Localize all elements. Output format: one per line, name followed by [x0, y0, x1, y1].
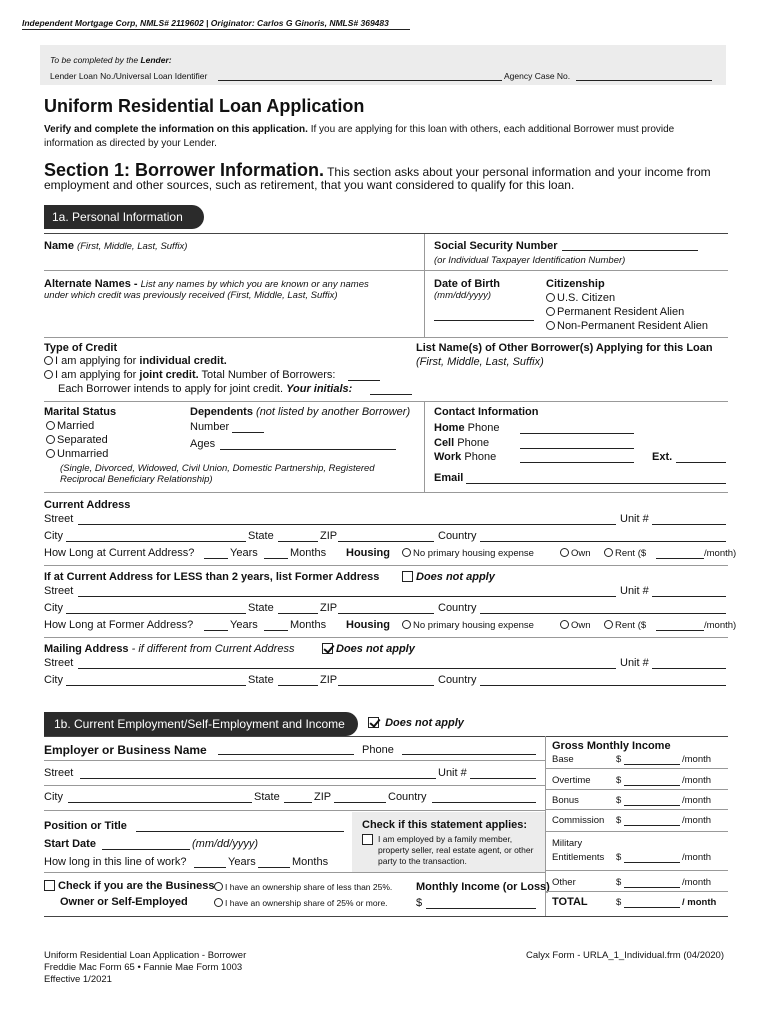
rule-ssn [424, 270, 728, 271]
ext-field[interactable] [676, 462, 726, 463]
citizenship-label: Citizenship [546, 278, 605, 290]
for-city-field[interactable] [66, 613, 246, 614]
other-per-month: /month [682, 877, 712, 888]
mail-zip-label: ZIP [320, 674, 338, 686]
marital-hint1: (Single, Divorced, Widowed, Civil Union, Domestic Partnership, Registered [60, 463, 375, 474]
for-no-primary[interactable] [402, 620, 534, 631]
citizenship-us-label: U.S. Citizen [557, 292, 616, 304]
ownership-less[interactable] [214, 882, 392, 892]
lender-box-label-bold: Lender: [140, 55, 172, 65]
for-country-field[interactable] [480, 613, 726, 614]
cur-state-label: State [248, 530, 274, 542]
cur-no-primary[interactable] [402, 548, 534, 559]
cur-city-field[interactable] [66, 541, 246, 542]
marital-label: Marital Status [44, 406, 117, 418]
for-unit-field[interactable] [652, 596, 726, 597]
footer-right: Calyx Form - URLA_1_Individual.frm (04/2020) [526, 950, 724, 961]
low-months-field[interactable] [258, 867, 290, 868]
credit-joint-bold: joint credit. [139, 369, 199, 381]
marital-separated-label: Separated [57, 434, 108, 446]
employer-field[interactable] [218, 754, 354, 755]
start-date-text: Start Date [44, 838, 96, 850]
base-dollar: $ [616, 754, 622, 765]
emp-country-label: Country [388, 791, 427, 803]
low-years-field[interactable] [194, 867, 226, 868]
former-dna-label: Does not apply [416, 571, 495, 583]
cur-rent[interactable] [604, 548, 646, 559]
overtime-field[interactable] [624, 785, 680, 786]
emp-city-label: City [44, 791, 63, 803]
rule-base [545, 768, 728, 769]
former-label: If at Current Address for LESS than 2 years, list Former Address [44, 571, 380, 583]
credit-individual[interactable] [44, 355, 227, 367]
footer-line2: Freddie Mac Form 65 • Fannie Mae Form 1003 [44, 962, 243, 973]
marital-separated[interactable] [46, 434, 108, 446]
ext-label: Ext. [652, 451, 673, 463]
ssn-label: Social Security Number [434, 240, 558, 252]
checkbox-checked-icon[interactable] [322, 643, 333, 654]
checkbox-icon[interactable] [362, 834, 373, 845]
gross-income-label: Gross Monthly Income [552, 740, 671, 752]
radio-icon[interactable] [546, 307, 555, 316]
for-rent[interactable] [604, 620, 646, 631]
rule-alt [44, 337, 728, 338]
mail-street-label: Street [44, 657, 74, 669]
work-phone-word: Phone [464, 451, 497, 463]
military-dollar: $ [616, 852, 622, 863]
dep-ages-field[interactable] [220, 449, 396, 450]
cur-years-label: Years [230, 547, 258, 559]
rule-other [545, 891, 728, 892]
dob-field[interactable] [434, 320, 534, 321]
mail-state-field[interactable] [278, 685, 318, 686]
checkbox-icon[interactable] [402, 571, 413, 582]
agency-case-no-field[interactable] [576, 80, 712, 81]
start-date-hint: (mm/dd/yyyy) [192, 838, 258, 850]
cur-years-field[interactable] [204, 558, 228, 559]
total-field[interactable] [624, 907, 680, 908]
checkbox-checked-icon[interactable] [368, 717, 379, 728]
emp-city-field[interactable] [68, 802, 252, 803]
total-dollar: $ [616, 897, 622, 908]
cur-own[interactable] [560, 548, 591, 559]
citizenship-permanent-label: Permanent Resident Alien [557, 306, 685, 318]
emp-zip-label: ZIP [314, 791, 332, 803]
credit-individual-pre: I am applying for [55, 355, 137, 367]
mailing-hint: - if different from Current Address [131, 643, 295, 655]
business-owner-checkbox[interactable] [44, 880, 215, 892]
rule-1a [44, 233, 728, 234]
military-field[interactable] [624, 862, 680, 863]
borrowers-count-field[interactable] [348, 380, 380, 381]
credit-individual-bold: individual credit. [139, 355, 227, 367]
ownership-more-label: I have an ownership share of 25% or more. [225, 898, 388, 908]
radio-icon[interactable] [560, 548, 569, 557]
credit-joint[interactable] [44, 369, 335, 381]
base-per-month: /month [682, 754, 712, 765]
lender-loan-no-label: Lender Loan No./Universal Loan Identifier [50, 71, 208, 81]
agency-case-no-label: Agency Case No. [504, 71, 571, 81]
radio-icon[interactable] [604, 548, 613, 557]
radio-icon[interactable] [44, 370, 53, 379]
rule-current [44, 565, 728, 566]
cur-unit-field[interactable] [652, 524, 726, 525]
start-date-label [44, 838, 96, 850]
radio-icon[interactable] [44, 356, 53, 365]
business-label1: Check if you are the Business [58, 880, 215, 892]
mail-unit-label: Unit # [620, 657, 649, 669]
footer-line1: Uniform Residential Loan Application - Borrower [44, 950, 247, 961]
section-title: Section 1: Borrower Information. [44, 160, 325, 180]
for-howlong-label: How Long at Former Address? [44, 619, 194, 631]
mailing-label-text: Mailing Address [44, 643, 129, 655]
cur-state-field[interactable] [278, 541, 318, 542]
tab-1b: 1b. Current Employment/Self-Employment and Income [44, 712, 358, 736]
marital-unmarried-label: Unmarried [57, 448, 109, 460]
rule-emp-city [44, 810, 545, 811]
home-phone-field[interactable] [520, 433, 634, 434]
emp-phone-field[interactable] [402, 754, 536, 755]
position-field[interactable] [136, 831, 344, 832]
monthly-income-dollar: $ [416, 897, 423, 909]
for-no-primary-label: No primary housing expense [413, 620, 534, 631]
ssn-hint: (or Individual Taxpayer Identification Number) [434, 255, 626, 266]
total-per-month: / month [682, 897, 717, 908]
radio-icon[interactable] [46, 449, 55, 458]
cell-phone-field[interactable] [520, 448, 634, 449]
income-commission-label: Commission [552, 815, 605, 826]
name-hint: (First, Middle, Last, Suffix) [77, 241, 188, 252]
section-desc1: This section asks about your personal information and your income from [327, 165, 711, 179]
radio-icon[interactable] [46, 435, 55, 444]
marital-married[interactable] [46, 420, 94, 432]
other-dollar: $ [616, 877, 622, 888]
rule-former [44, 637, 728, 638]
overtime-dollar: $ [616, 775, 622, 786]
credit-joint-pre: I am applying for [55, 369, 137, 381]
intro-rest: If you are applying for this loan with others, each additional Borrower must provide [310, 124, 675, 135]
former-does-not-apply[interactable] [402, 571, 495, 583]
mail-city-label: City [44, 674, 63, 686]
for-rent-field[interactable] [656, 630, 704, 631]
mail-city-field[interactable] [66, 685, 246, 686]
rule-bonus [545, 809, 728, 810]
base-field[interactable] [624, 764, 680, 765]
monthly-income-label: Monthly Income (or Loss) [416, 881, 550, 893]
for-zip-label: ZIP [320, 602, 338, 614]
radio-icon[interactable] [604, 620, 613, 629]
initials-label: Your initials: [286, 383, 353, 395]
check-text2: property seller, real estate agent, or other [378, 845, 534, 855]
cur-rent-label: Rent ($ [615, 548, 647, 559]
1b-does-not-apply[interactable] [368, 717, 464, 729]
marital-married-label: Married [57, 420, 95, 432]
bonus-field[interactable] [624, 805, 680, 806]
for-street-label: Street [44, 585, 74, 597]
cur-months-label: Months [290, 547, 327, 559]
income-base-label: Base [552, 754, 574, 765]
rule-1b [44, 736, 728, 737]
mailing-label [44, 643, 294, 655]
for-street-field[interactable] [78, 596, 616, 597]
credit-joint-line3 [58, 383, 352, 395]
emp-state-label: State [254, 791, 280, 803]
work-phone-bold: Work [434, 451, 462, 463]
rule-commission [545, 831, 728, 832]
type-credit-label: Type of Credit [44, 342, 118, 354]
radio-icon[interactable] [402, 620, 411, 629]
dep-ages-label: Ages [190, 438, 216, 450]
mail-country-field[interactable] [480, 685, 726, 686]
cur-zip-label: ZIP [320, 530, 338, 542]
mailing-dna-label: Does not apply [336, 643, 415, 655]
for-city-label: City [44, 602, 63, 614]
name-label-text: Name [44, 240, 74, 252]
cell-phone-word: Phone [457, 437, 490, 449]
email-label: Email [434, 472, 464, 484]
intro-line1 [44, 124, 674, 135]
alt-names-hint1: List any names by which you are known or any names [140, 279, 369, 290]
credit-joint-line3-text: Each Borrower intends to apply for joint credit. [58, 383, 284, 395]
radio-icon[interactable] [560, 620, 569, 629]
radio-icon[interactable] [546, 293, 555, 302]
radio-icon[interactable] [46, 421, 55, 430]
check-text3: party to the transaction. [378, 856, 467, 866]
emp-zip-field[interactable] [334, 802, 386, 803]
cur-unit-label: Unit # [620, 513, 649, 525]
check-statement-label: Check if this statement applies: [362, 819, 528, 831]
rule-position [44, 872, 545, 873]
home-phone-bold: Home [434, 422, 465, 434]
for-country-label: Country [438, 602, 477, 614]
emp-unit-field[interactable] [470, 778, 536, 779]
1b-dna-label: Does not apply [385, 717, 464, 729]
cur-rent-field[interactable] [656, 558, 704, 559]
for-per-month: /month) [704, 620, 737, 631]
marital-hint2: Reciprocal Beneficiary Relationship) [60, 474, 213, 485]
contact-label: Contact Information [434, 406, 539, 418]
home-phone-label [434, 422, 499, 434]
mail-zip-field[interactable] [338, 685, 434, 686]
cur-street-field[interactable] [78, 524, 616, 525]
overtime-per-month: /month [682, 775, 712, 786]
initials-field[interactable] [370, 394, 412, 395]
dep-number-field[interactable] [232, 432, 264, 433]
alt-names-hint2: under which credit was previously received (First, Middle, Last, Suffix) [44, 290, 338, 301]
header-underline [22, 29, 410, 30]
check-text1: I am employed by a family member, [378, 834, 513, 844]
dependents-label-text: Dependents [190, 406, 253, 418]
rule-emp-street [44, 785, 545, 786]
income-military-label: Military [552, 838, 583, 849]
check-statement-box [352, 812, 545, 872]
cell-phone-bold: Cell [434, 437, 455, 449]
mail-street-field[interactable] [78, 668, 616, 669]
low-months-label: Months [292, 856, 329, 868]
cur-howlong-label: How Long at Current Address? [44, 547, 195, 559]
cur-housing-label: Housing [346, 547, 390, 559]
dob-hint: (mm/dd/yyyy) [434, 290, 491, 301]
income-entitlements-label: Entitlements [552, 852, 605, 863]
home-phone-word: Phone [467, 422, 500, 434]
cur-own-label: Own [571, 548, 591, 559]
form-title: Uniform Residential Loan Application [44, 96, 365, 116]
mail-country-label: Country [438, 674, 477, 686]
divider-v2 [424, 402, 425, 492]
divider-v1 [424, 234, 425, 338]
tab-1a: 1a. Personal Information [44, 205, 204, 229]
emp-street-field[interactable] [80, 778, 436, 779]
other-borrowers-hint: (First, Middle, Last, Suffix) [416, 356, 544, 368]
intro-line2: information as directed by your Lender. [44, 138, 217, 149]
credit-joint-rest: Total Number of Borrowers: [201, 369, 336, 381]
mail-unit-field[interactable] [652, 668, 726, 669]
for-years-label: Years [230, 619, 258, 631]
cur-country-field[interactable] [480, 541, 726, 542]
lender-loan-no-field[interactable] [218, 80, 502, 81]
citizenship-us[interactable] [546, 292, 615, 304]
for-rent-label: Rent ($ [615, 620, 647, 631]
commission-per-month: /month [682, 815, 712, 826]
start-date-field[interactable] [102, 849, 190, 850]
cur-per-month: /month) [704, 548, 737, 559]
citizenship-nonpermanent[interactable] [546, 320, 708, 332]
radio-icon[interactable] [214, 898, 223, 907]
ownership-less-label: I have an ownership share of less than 25%. [225, 882, 393, 892]
cur-zip-field[interactable] [338, 541, 434, 542]
name-label [44, 240, 187, 252]
rule-employer [44, 760, 545, 761]
marital-unmarried[interactable] [46, 448, 108, 460]
for-zip-field[interactable] [338, 613, 434, 614]
rule-overtime [545, 789, 728, 790]
current-address-label: Current Address [44, 499, 131, 511]
for-state-field[interactable] [278, 613, 318, 614]
income-total-label: TOTAL [552, 896, 588, 908]
citizenship-nonpermanent-label: Non-Permanent Resident Alien [557, 320, 709, 332]
work-phone-label [434, 451, 496, 463]
ownership-more[interactable] [214, 898, 388, 908]
emp-country-field[interactable] [432, 802, 536, 803]
checkbox-icon[interactable] [44, 880, 55, 891]
emp-street-label: Street [44, 767, 74, 779]
radio-icon[interactable] [214, 882, 223, 891]
rule-marital [44, 492, 728, 493]
mail-state-label: State [248, 674, 274, 686]
low-years-label: Years [228, 856, 256, 868]
rule-name [44, 270, 424, 271]
intro-bold: Verify and complete the information on this application. [44, 124, 308, 135]
for-own[interactable] [560, 620, 591, 631]
emp-phone-label: Phone [362, 744, 394, 756]
bonus-dollar: $ [616, 795, 622, 806]
rule-1b-bottom [44, 916, 728, 917]
for-unit-label: Unit # [620, 585, 649, 597]
monthly-income-field[interactable] [426, 908, 536, 909]
footer-line3: Effective 1/2021 [44, 974, 112, 985]
citizenship-permanent[interactable] [546, 306, 684, 318]
email-field[interactable] [466, 483, 726, 484]
employer-label: Employer or Business Name [44, 743, 207, 757]
rule-military [545, 870, 728, 871]
work-phone-field[interactable] [520, 462, 634, 463]
business-label2: Owner or Self-Employed [60, 896, 188, 908]
line-of-work-label: How long in this line of work? [44, 856, 187, 868]
position-label: Position or Title [44, 820, 127, 832]
for-own-label: Own [571, 620, 591, 631]
dob-label: Date of Birth [434, 278, 500, 290]
income-other-label: Other [552, 877, 576, 888]
emp-unit-label: Unit # [438, 767, 467, 779]
cur-city-label: City [44, 530, 63, 542]
other-field[interactable] [624, 887, 680, 888]
radio-icon[interactable] [402, 548, 411, 557]
company-line: Independent Mortgage Corp, NMLS# 2119602 | Originator: Carlos G Ginoris, NMLS# 369483 [22, 18, 389, 28]
other-borrowers-label: List Name(s) of Other Borrower(s) Applying for this Loan [416, 342, 713, 354]
income-overtime-label: Overtime [552, 775, 591, 786]
lender-box [40, 45, 726, 85]
section-desc2: employment and other sources, such as retirement, that you want considered to qualify for this loan. [44, 178, 575, 192]
mailing-does-not-apply[interactable] [322, 643, 415, 655]
radio-icon[interactable] [546, 321, 555, 330]
military-per-month: /month [682, 852, 712, 863]
check-statement-checkbox[interactable] [362, 834, 376, 846]
dependents-hint: (not listed by another Borrower) [256, 406, 411, 418]
cell-phone-label [434, 437, 489, 449]
cur-country-label: Country [438, 530, 477, 542]
for-housing-label: Housing [346, 619, 390, 631]
alt-names-label-text: Alternate Names - [44, 278, 138, 290]
rule-credit [44, 401, 728, 402]
commission-dollar: $ [616, 815, 622, 826]
for-state-label: State [248, 602, 274, 614]
for-months-label: Months [290, 619, 327, 631]
bonus-per-month: /month [682, 795, 712, 806]
ssn-field[interactable] [562, 250, 698, 251]
dep-number-label: Number [190, 421, 230, 433]
alt-names-label [44, 278, 369, 290]
for-months-field[interactable] [264, 630, 288, 631]
income-bonus-label: Bonus [552, 795, 579, 806]
for-years-field[interactable] [204, 630, 228, 631]
emp-state-field[interactable] [284, 802, 312, 803]
lender-box-label [50, 55, 172, 65]
lender-box-label-text: To be completed by the [50, 55, 139, 65]
dependents-label [190, 406, 410, 418]
cur-no-primary-label: No primary housing expense [413, 548, 534, 559]
cur-months-field[interactable] [264, 558, 288, 559]
cur-street-label: Street [44, 513, 74, 525]
commission-field[interactable] [624, 825, 680, 826]
